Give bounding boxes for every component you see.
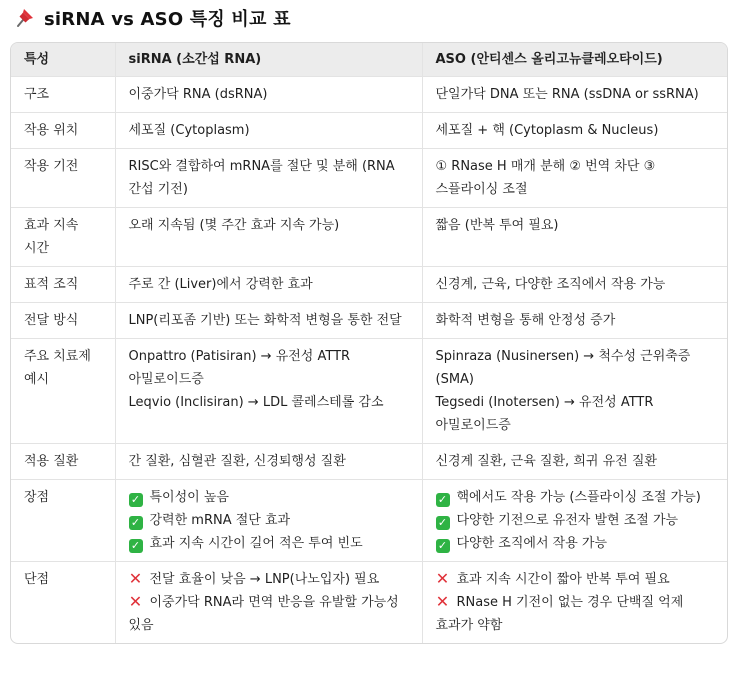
check-mark-icon: ✓ xyxy=(436,539,450,553)
sirna-cell xyxy=(115,480,422,562)
aso-cell xyxy=(422,480,727,562)
drug-example: Leqvio (Inclisiran) → LDL 콜레스테롤 감소 xyxy=(128,395,384,410)
table-row xyxy=(11,149,727,208)
table-row xyxy=(11,267,727,303)
disadvantage-text: RNase H 기전이 없는 경우 단백질 억제 효과가 약함 xyxy=(435,595,684,633)
row-label: 작용 기전 xyxy=(11,149,115,208)
aso-cell: ① RNase H 매개 분해 ② 번역 차단 ③ 스플라이싱 조절 xyxy=(422,149,727,208)
aso-cell xyxy=(422,562,727,644)
drug-example: Spinraza (Nusinersen) → 척수성 근위축증 (SMA) xyxy=(435,349,691,387)
header-feature: 특성 xyxy=(11,43,115,77)
advantage-text: 효과 지속 시간이 길어 적은 투여 빈도 xyxy=(149,536,363,551)
drug-example: Onpattro (Patisiran) → 유전성 ATTR 아밀로이드증 xyxy=(128,349,351,387)
aso-cell: 단일가닥 DNA 또는 RNA (ssDNA or ssRNA) xyxy=(422,77,727,113)
disadvantage-item xyxy=(436,591,714,637)
aso-cell: 짧음 (반복 투여 필요) xyxy=(422,208,727,267)
check-mark-icon: ✓ xyxy=(129,539,143,553)
aso-cell xyxy=(422,339,727,444)
cross-mark-icon: ✕ xyxy=(128,592,143,611)
table-row xyxy=(11,339,727,444)
advantage-item xyxy=(129,532,408,555)
drug-example: Tegsedi (Inotersen) → 유전성 ATTR 아밀로이드증 xyxy=(435,395,654,433)
advantage-text: 다양한 조직에서 작용 가능 xyxy=(456,536,608,551)
pushpin-icon xyxy=(12,6,36,30)
aso-cell: 화학적 변형을 통해 안정성 증가 xyxy=(422,303,727,339)
row-label: 장점 xyxy=(11,480,115,562)
check-mark-icon: ✓ xyxy=(436,516,450,530)
table-row xyxy=(11,303,727,339)
advantage-item xyxy=(436,486,714,509)
advantage-item xyxy=(129,486,408,509)
header-aso: ASO (안티센스 올리고뉴클레오타이드) xyxy=(422,43,727,77)
comparison-table xyxy=(11,43,727,643)
check-mark-icon: ✓ xyxy=(129,493,143,507)
cross-mark-icon: ✕ xyxy=(128,569,143,588)
table-header-row xyxy=(11,43,727,77)
comparison-table-container xyxy=(10,42,728,644)
row-label: 주요 치료제 예시 xyxy=(11,339,115,444)
row-label: 적용 질환 xyxy=(11,444,115,480)
aso-cell: 신경계, 근육, 다양한 조직에서 작용 가능 xyxy=(422,267,727,303)
title-row xyxy=(12,5,291,31)
disadvantage-text: 효과 지속 시간이 짧아 반복 투여 필요 xyxy=(456,572,670,587)
table-row xyxy=(11,562,727,644)
check-mark-icon: ✓ xyxy=(436,493,450,507)
sirna-cell: LNP(리포좀 기반) 또는 화학적 변형을 통한 전달 xyxy=(115,303,422,339)
sirna-cell xyxy=(115,562,422,644)
advantage-text: 핵에서도 작용 가능 (스플라이싱 조절 가능) xyxy=(456,490,701,505)
disadvantage-item xyxy=(436,568,714,591)
row-label: 구조 xyxy=(11,77,115,113)
check-mark-icon: ✓ xyxy=(129,516,143,530)
sirna-cell: 오래 지속됨 (몇 주간 효과 지속 가능) xyxy=(115,208,422,267)
row-label: 작용 위치 xyxy=(11,113,115,149)
cross-mark-icon: ✕ xyxy=(435,569,450,588)
advantage-text: 특이성이 높음 xyxy=(149,490,229,505)
advantage-text: 다양한 기전으로 유전자 발현 조절 가능 xyxy=(456,513,679,528)
disadvantage-text: 이중가닥 RNA라 면역 반응을 유발할 가능성 있음 xyxy=(128,595,399,633)
disadvantage-item xyxy=(129,591,408,637)
sirna-cell: 이중가닥 RNA (dsRNA) xyxy=(115,77,422,113)
sirna-cell: 세포질 (Cytoplasm) xyxy=(115,113,422,149)
cross-mark-icon: ✕ xyxy=(435,592,450,611)
sirna-cell: 주로 간 (Liver)에서 강력한 효과 xyxy=(115,267,422,303)
sirna-cell xyxy=(115,339,422,444)
sirna-cell: 간 질환, 심혈관 질환, 신경퇴행성 질환 xyxy=(115,444,422,480)
advantage-text: 강력한 mRNA 절단 효과 xyxy=(149,513,291,528)
table-row xyxy=(11,444,727,480)
disadvantage-text: 전달 효율이 낮음 → LNP(나노입자) 필요 xyxy=(149,572,380,587)
table-row xyxy=(11,77,727,113)
row-label: 단점 xyxy=(11,562,115,644)
row-label: 표적 조직 xyxy=(11,267,115,303)
row-label: 효과 지속 시간 xyxy=(11,208,115,267)
aso-cell: 세포질 + 핵 (Cytoplasm & Nucleus) xyxy=(422,113,727,149)
table-row xyxy=(11,113,727,149)
advantage-item xyxy=(436,509,714,532)
advantage-item xyxy=(436,532,714,555)
row-label: 전달 방식 xyxy=(11,303,115,339)
table-row xyxy=(11,208,727,267)
header-sirna: siRNA (소간섭 RNA) xyxy=(115,43,422,77)
aso-cell: 신경계 질환, 근육 질환, 희귀 유전 질환 xyxy=(422,444,727,480)
sirna-cell: RISC와 결합하여 mRNA를 절단 및 분해 (RNA 간섭 기전) xyxy=(115,149,422,208)
table-row xyxy=(11,480,727,562)
page-title: siRNA vs ASO 특징 비교 표 xyxy=(44,9,291,30)
advantage-item xyxy=(129,509,408,532)
disadvantage-item xyxy=(129,568,408,591)
